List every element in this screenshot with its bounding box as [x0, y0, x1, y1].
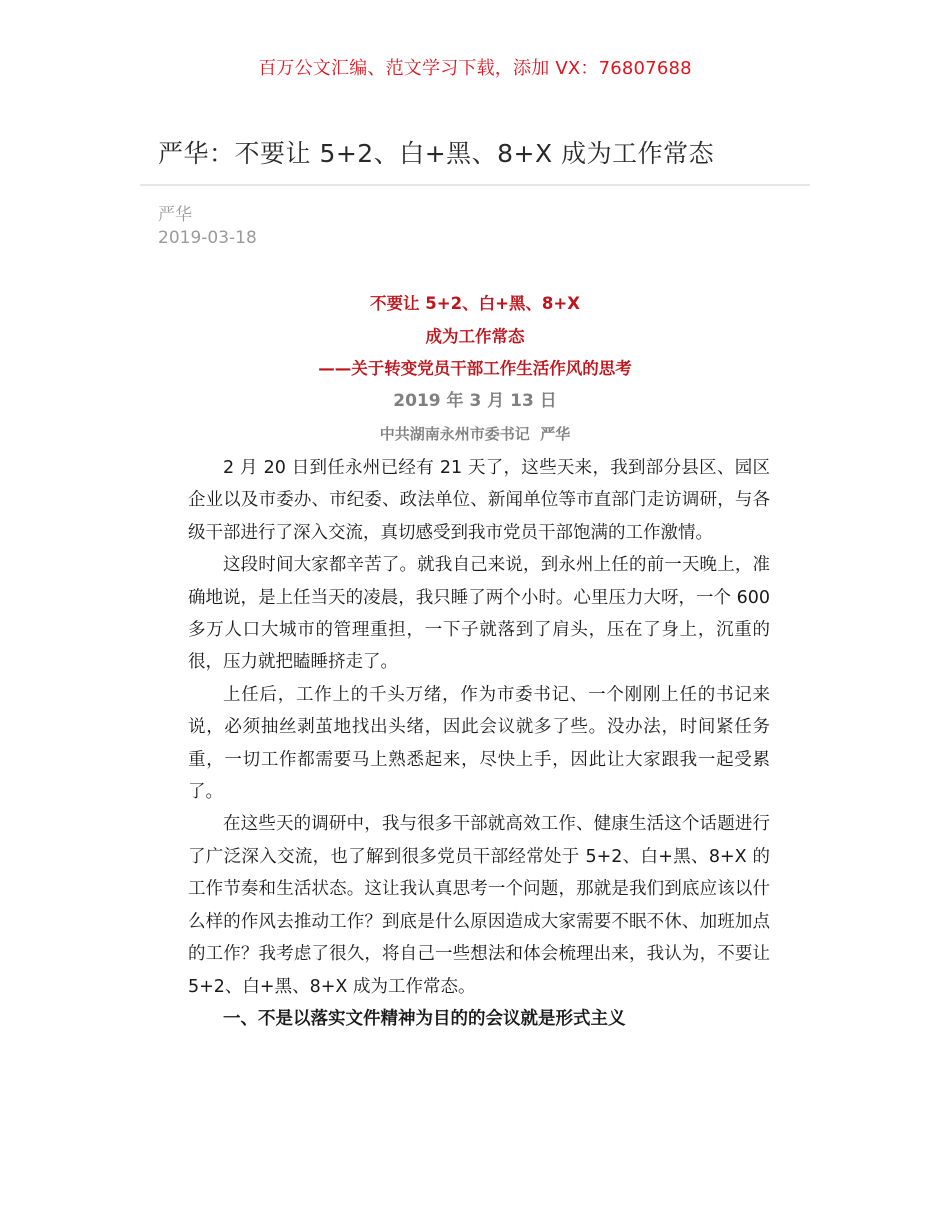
document-heading-line-2: 成为工作常态 [425, 327, 525, 346]
article-date: 2019-03-18 [158, 228, 257, 248]
document-date: 2019 年 3 月 13 日 [393, 391, 557, 411]
body-paragraph: 2 月 20 日到任永州已经有 21 天了，这些天来，我到部分县区、园区企业以及市委办、市纪委、政法单位、新闻单位等市直部门走访调研，与各级干部进行了深入交流，真切感受到我市党员干部饱满的工作激情。 [188, 458, 770, 543]
document-subtitle: ——关于转变党员干部工作生活作风的思考 [318, 359, 632, 378]
document-heading-line-1: 不要让 5+2、白+黑、8+X [370, 294, 580, 313]
document-byline: 中共湖南永州市委书记 严华 [379, 425, 571, 443]
body-paragraph: 上任后，工作上的千头万绪，作为市委书记、一个刚刚上任的书记来说，必须抽丝剥茧地找出头绪，因此会议就多了些。没办法，时间紧任务重，一切工作都需要马上熟悉起来，尽快上手，因此让大家跟我一起受累了。 [188, 684, 770, 803]
promo-banner: 百万公文汇编、范文学习下载，添加 VX：76807688 [258, 58, 692, 79]
body-paragraph: 在这些天的调研中，我与很多干部就高效工作、健康生活这个话题进行了广泛深入交流，也了解到很多党员干部经常处于 5+2、白+黑、8+X 的工作节奏和生活状态。这让我认真思考一个问题，那就是我们到底应该以什么样的作风去推动工作？到底是什么原因造成大家需要不眠不休、加班加点的工作？我考虑了很久，将自己一些想法和体会梳理出来，我认为，不要让 5+2、白+黑、8+X 成为工作常态。 [188, 814, 770, 997]
document-body [188, 452, 770, 1035]
article-author: 严华 [158, 205, 192, 225]
section-heading: 一、不是以落实文件精神为目的的会议就是形式主义 [223, 1008, 626, 1029]
body-paragraph: 这段时间大家都辛苦了。就我自己来说，到永州上任的前一天晚上，准确地说，是上任当天的凌晨，我只睡了两个小时。心里压力大呀，一个 600 多万人口大城市的管理重担，一下子就落到了肩头，压在了身上，沉重的很，压力就把瞌睡挤走了。 [188, 555, 770, 673]
title-divider [140, 184, 810, 186]
article-title: 严华：不要让 5+2、白+黑、8+X 成为工作常态 [158, 139, 715, 168]
